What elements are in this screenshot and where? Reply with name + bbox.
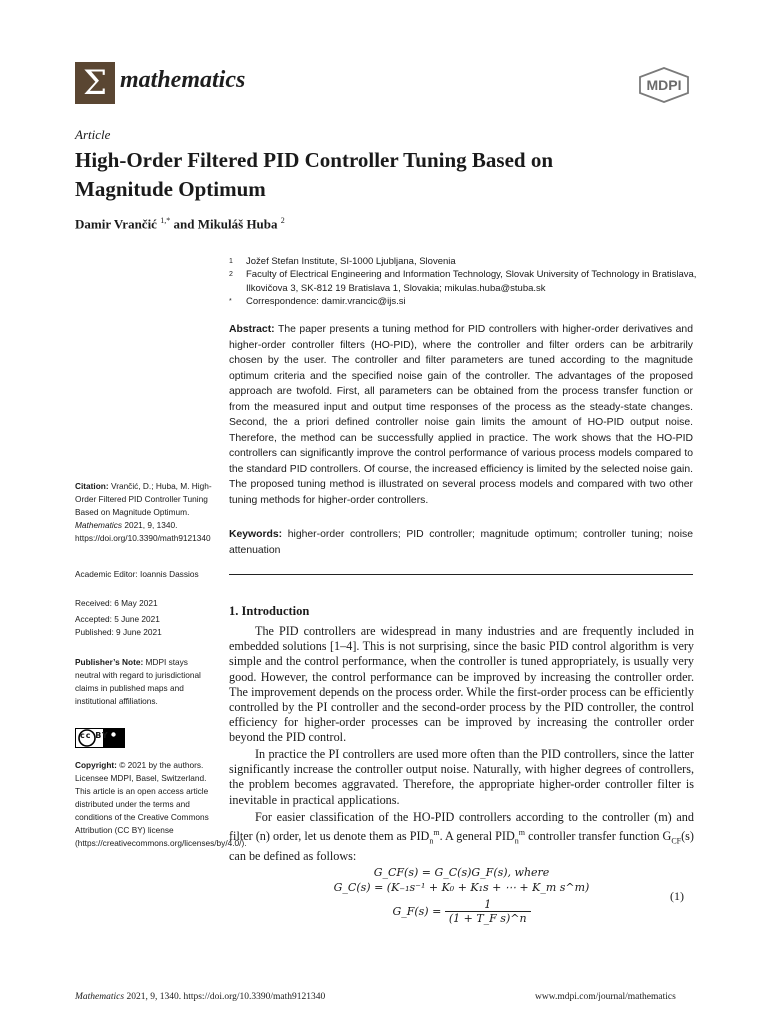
affiliation-text: Jožef Stefan Institute, SI-1000 Ljubljana, Slovenia [246,256,456,267]
affiliation-mark: 1 [229,258,233,265]
intro-paragraph-2: In practice the PI controllers are used more often than the PID controllers, since the latter significantly increase the controller output noise. Naturally, with higher degrees of controllers, the problem becomes aggravated. Therefore, the appropriate higher-order controller filter is inevitable in practical applications. [229,747,694,807]
equation-line-3 [229,898,694,925]
author-affiliation-mark: 2 [280,216,285,225]
copyright [75,759,247,850]
fraction [445,898,531,925]
intro-text: . A general PID [439,829,515,844]
author-list [75,216,285,232]
affiliation-mark: 2 [229,271,233,278]
equation-3-lhs: G_F(s) = [392,905,442,918]
intro-text: (s) can be defined as follows: [229,829,694,863]
abstract-text: The paper presents a tuning method for PID controllers with higher-order derivatives and higher-order controller filters (HO-PID), where the controller and filter orders can be arbitrarily chosen by the user. The controller and filter parameters are tuned according to the magnitude optimum criteria and the specified noise gain of the controller. The advantages of the proposed approach are twofold. First, all parameters can be obtained from the process transfer function or from the measured input and output time responses of the process as the steady-state changes. Second, the a priori defined controller noise gain limits the amount of HO-PID output noise. Therefore, the method can be successfully applied in practice. The work shows that the HO-PID controllers can significantly improve the control performance of various process models compared to the standard PID controllers. Of course, the increased efficiency is limited by the selected noise gain. The proposed tuning method is illustrated on several process models and compared with two other tuning methods for higher-order controllers. [229,324,693,506]
paper-title: High-Order Filtered PID Controller Tuning Based on Magnitude Optimum [75,148,553,201]
subscript-n: n [514,836,519,846]
received-date: Received: 6 May 2021 [75,598,158,608]
equation-number: (1) [670,889,684,903]
intro-paragraph-1: The PID controllers are widespread in many industries and are frequently included in embedded solutions [1–4]. This is not surprising, since the basic PID control algorithm is very simple and the control performance, when the controller is tuned appropriately, is usually very good. However, the control performance can be improved by increasing the controller order. The improvement depends on the process order. While the first-order process can be efficiently controlled by the PI controller and the second-order process by the PID controller, the control efficiency for higher-order processes can be improved by increasing the controller order beyond the PID control. [229,624,694,745]
footer-citation [75,992,325,1002]
journal-logo: Σ [75,62,115,104]
accepted-date: Accepted: 5 June 2021 [75,614,160,624]
citation-text: Vrančić, D.; Huba, M. High-Order Filtered PID Controller Tuning Based on Magnitude Optimum. [75,481,212,517]
section-heading-introduction: 1. Introduction [229,604,310,618]
intro-text: For easier classification of the HO-PID controllers according to the controller (m) and filter (n) order, let us denote them as PID [229,810,694,844]
cc-badge-label: cc BY [80,731,109,740]
author-affiliation-mark: 1,* [160,216,171,225]
mdpi-logo[interactable] [638,67,690,103]
copyright-text: © 2021 by the authors. Licensee MDPI, Basel, Switzerland. This article is an open access article distributed under the terms and conditions of the Creative Commons Attribution (CC BY) license (https://creativecommons.org/licenses/by/4.0/). [75,760,247,848]
keywords [229,527,693,558]
section-divider [229,574,693,575]
equation-line-2: G_C(s) = (K₋₁s⁻¹ + K₀ + K₁s + ⋯ + K_m s^m) [333,881,590,894]
keywords-label: Keywords: [229,529,283,540]
citation-block [75,480,215,545]
fraction-denominator: (1 + T_F s)^n [448,912,527,925]
author-name[interactable]: Damir Vrančić [75,216,157,232]
article-type: Article [75,127,111,142]
journal-name[interactable]: mathematics [120,67,246,93]
citation-journal: Mathematics [75,520,123,530]
footer-journal: Mathematics [75,992,125,1002]
keywords-text: higher-order controllers; PID controller; magnitude optimum; controller tuning; noise attenuation [229,529,693,556]
mdpi-logo-text: MDPI [646,77,682,93]
published-date: Published: 9 June 2021 [75,627,162,637]
superscript-m: m [518,828,526,838]
citation-year-vol: 2021, 9, 1340. [124,520,178,530]
abstract-label: Abstract: [229,324,275,335]
affiliation-text: Faculty of Electrical Engineering and Information Technology, Slovak University of Technology in Bratislava, Ilkovičova 3, SK-812 19 Bratislava 1, Slovakia; mikulas.huba@stuba.sk [246,269,697,294]
correspondence-text[interactable]: Correspondence: damir.vrancic@ijs.si [246,296,406,307]
abstract [229,322,693,508]
publisher-note-text: MDPI stays neutral with regard to jurisdictional claims in published maps and institutional affiliations. [75,657,201,706]
footer-journal-url[interactable]: www.mdpi.com/journal/mathematics [535,992,676,1002]
footer-cite[interactable]: 2021, 9, 1340. https://doi.org/10.3390/math9121340 [126,992,326,1002]
copyright-label: Copyright: [75,760,117,770]
author-conjunction: and [173,216,195,232]
correspondence-mark: * [229,298,232,305]
author-name[interactable]: Mikuláš Huba [197,216,278,232]
intro-paragraph-3 [229,810,694,864]
publisher-note [75,656,215,708]
citation-label: Citation: [75,481,109,491]
academic-editor: Academic Editor: Ioannis Dassios [75,569,199,579]
citation-doi-link[interactable]: https://doi.org/10.3390/math9121340 [75,533,211,543]
fraction-numerator: 1 [445,898,531,912]
publisher-note-label: Publisher’s Note: [75,657,144,667]
intro-text: controller transfer function G [525,829,672,844]
equation-line-1: G_CF(s) = G_C(s)G_F(s), where [373,866,550,879]
cc-by-badge[interactable] [75,728,125,748]
subscript-n: n [429,836,434,846]
superscript-m: m [433,828,440,838]
subscript-cf: CF [671,836,682,846]
